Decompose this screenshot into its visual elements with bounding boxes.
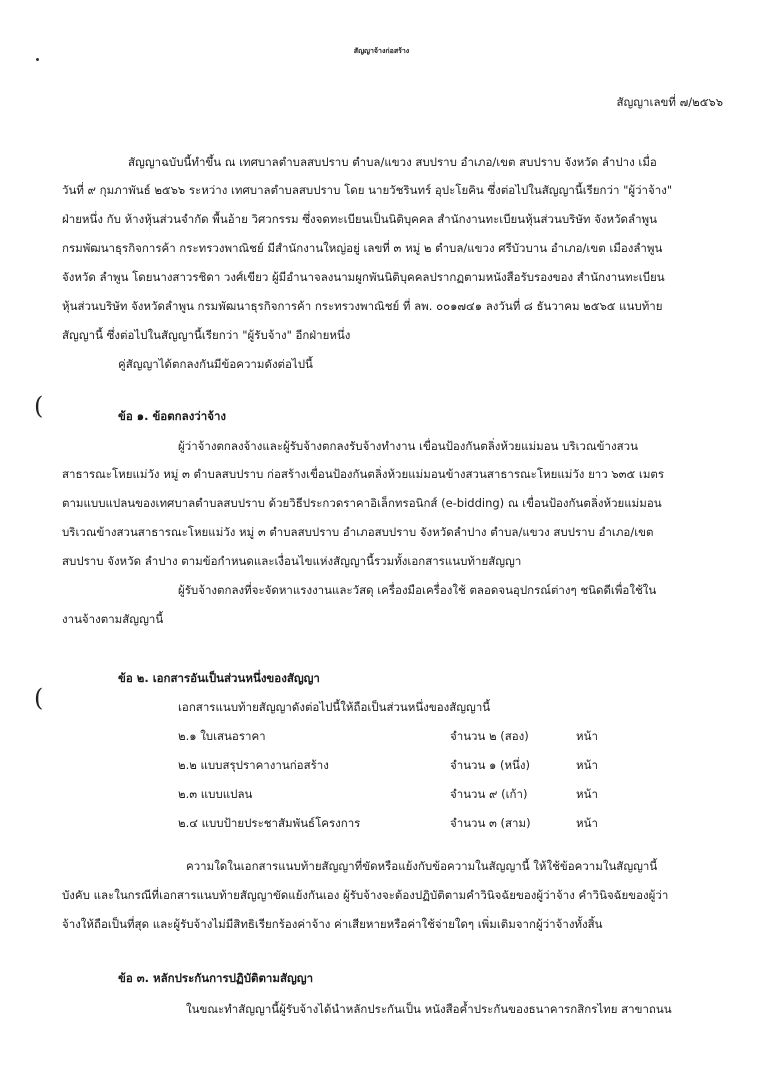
contract-number: สัญญาเลขที่ ๗/๒๕๖๖ — [616, 95, 723, 109]
scan-speck — [36, 58, 39, 61]
attachment-unit: หน้า — [576, 787, 598, 801]
clause-1-line: ผู้รับจ้างตกลงที่จะจัดหาแรงงานและวัสดุ เครื่องมือเครื่องใช้ ตลอดจนอุปกรณ์ต่างๆ ชนิดดีเพื่อใช้ใน — [178, 583, 657, 597]
clause-1-line: สาธารณะโหยแม่วัง หมู่ ๓ ตำบลสบปราบ ก่อสร้างเขื่อนป้องกันตลิ่งห้วยแม่มอนข้างสวนสาธารณะโหยแม่วัง ยาว ๖๓๕ เมตร — [62, 467, 665, 481]
attachment-name: ๒.๑ ใบเสนอราคา — [178, 729, 266, 743]
punch-hole-mark: ( — [34, 684, 44, 712]
attachment-quantity: จำนวน ๒ (สอง) — [450, 729, 529, 743]
clause-2-intro: เอกสารแนบท้ายสัญญาดังต่อไปนี้ให้ถือเป็นส่วนหนึ่งของสัญญานี้ — [178, 700, 491, 714]
clause-2-line: จ้างให้ถือเป็นที่สุด และผู้รับจ้างไม่มีสิทธิเรียกร้องค่าจ้าง ค่าเสียหายหรือค่าใช้จ่ายใดๆ เพิ่มเติมจากผู้ว่าจ้างทั้งสิ้น — [62, 917, 603, 931]
clause-1-line: สบปราบ จังหวัด ลำปาง ตามข้อกำหนดและเงื่อนไขแห่งสัญญานี้รวมทั้งเอกสารแนบท้ายสัญญา — [62, 554, 522, 568]
agreement-line: คู่สัญญาได้ตกลงกันมีข้อความดังต่อไปนี้ — [118, 357, 313, 371]
clause-2-line: บังคับ และในกรณีที่เอกสารแนบท้ายสัญญาขัดแย้งกันเอง ผู้รับจ้างจะต้องปฏิบัติตามคำวินิจฉัยของผู้ว่าจ้าง คำวินิจฉัยของผู้ว่า — [62, 888, 669, 902]
attachment-unit: หน้า — [576, 758, 598, 772]
attachment-quantity: จำนวน ๓ (สาม) — [450, 816, 531, 830]
attachment-unit: หน้า — [576, 816, 598, 830]
clause-2-heading: ข้อ ๒. เอกสารอันเป็นส่วนหนึ่งของสัญญา — [118, 671, 320, 685]
clause-2-line: ความใดในเอกสารแนบท้ายสัญญาที่ขัดหรือแย้งกับข้อความในสัญญานี้ ให้ใช้ข้อความในสัญญานี้ — [186, 859, 658, 873]
punch-hole-mark: ( — [34, 392, 44, 420]
preamble-line: หุ้นส่วนบริษัท จังหวัดลำพูน กรมพัฒนาธุรกิจการค้า กระทรวงพาณิชย์ ที่ ลพ. ๐๐๑๗๔๑ ลงวันที่ ๘ ธันวาคม ๒๕๖๕ แนบท้าย — [62, 299, 663, 313]
preamble-line: ฝ่ายหนึ่ง กับ ห้างหุ้นส่วนจำกัด พื้นอ้าย วิศวกรรม ซึ่งจดทะเบียนเป็นนิติบุคคล สำนักงานทะเบียนหุ้นส่วนบริษัท จังหวัดลำพูน — [62, 212, 657, 226]
attachment-unit: หน้า — [576, 729, 598, 743]
preamble-line: สัญญานี้ ซึ่งต่อไปในสัญญานี้เรียกว่า "ผู้รับจ้าง" อีกฝ่ายหนึ่ง — [62, 328, 351, 342]
attachment-name: ๒.๓ แบบแปลน — [178, 787, 253, 801]
clause-3-heading: ข้อ ๓. หลักประกันการปฏิบัติตามสัญญา — [118, 971, 314, 985]
document-title: สัญญาจ้างก่อสร้าง — [353, 47, 410, 55]
attachment-quantity: จำนวน ๙ (เก้า) — [450, 787, 528, 801]
preamble-line: กรมพัฒนาธุรกิจการค้า กระทรวงพาณิชย์ มีสำนักงานใหญ่อยู่ เลขที่ ๓ หมู่ ๒ ตำบล/แขวง ศรีบัวบาน อำเภอ/เขต เมืองลำพูน — [62, 241, 663, 255]
preamble-line: จังหวัด ลำพูน โดยนางสาวรชิดา วงศ์เขียว ผู้มีอำนาจลงนามผูกพันนิติบุคคลปรากฏตามหนังสือรับรองของ สำนักงานทะเบียน — [62, 270, 665, 284]
clause-1-line: งานจ้างตามสัญญานี้ — [62, 612, 164, 626]
preamble-line: สัญญาฉบับนี้ทำขึ้น ณ เทศบาลตำบลสบปราบ ตำบล/แขวง สบปราบ อำเภอ/เขต สบปราบ จังหวัด ลำปาง เมื่อ — [128, 155, 657, 169]
attachment-name: ๒.๒ แบบสรุปราคางานก่อสร้าง — [178, 758, 329, 772]
clause-1-line: ผู้ว่าจ้างตกลงจ้างและผู้รับจ้างตกลงรับจ้างทำงาน เขื่อนป้องกันตลิ่งห้วยแม่มอน บริเวณข้างสวน — [178, 439, 638, 453]
attachment-name: ๒.๔ แบบป้ายประชาสัมพันธ์โครงการ — [178, 816, 361, 830]
attachment-quantity: จำนวน ๑ (หนึ่ง) — [450, 758, 531, 772]
clause-3-line: ในขณะทำสัญญานี้ผู้รับจ้างได้นำหลักประกันเป็น หนังสือค้ำประกันของธนาคารกสิกรไทย สาขาถนน — [186, 1002, 672, 1016]
clause-1-line: ตามแบบแปลนของเทศบาลตำบลสบปราบ ด้วยวิธีประกวดราคาอิเล็กทรอนิกส์ (e-bidding) ณ เขื่อนป้องกันตลิ่งห้วยแม่มอน — [62, 496, 662, 510]
preamble-line: วันที่ ๙ กุมภาพันธ์ ๒๕๖๖ ระหว่าง เทศบาลตำบลสบปราบ โดย นายวัชรินทร์ อุปะโยคิน ซึ่งต่อไปในสัญญานี้เรียกว่า "ผู้ว่าจ้าง" — [62, 183, 673, 197]
clause-1-heading: ข้อ ๑. ข้อตกลงว่าจ้าง — [118, 409, 227, 423]
clause-1-line: บริเวณข้างสวนสาธารณะโหยแม่วัง หมู่ ๓ ตำบลสบปราบ อำเภอสบปราบ จังหวัดลำปาง ตำบล/แขวง สบปราบ อำเภอ/เขต — [62, 525, 654, 539]
